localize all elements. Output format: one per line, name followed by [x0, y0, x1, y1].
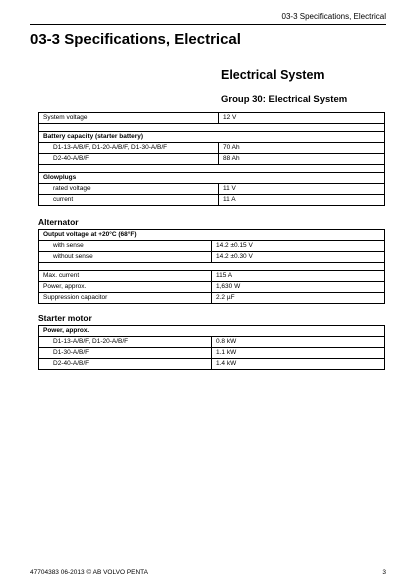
table-spacer [39, 165, 385, 173]
table-row [39, 348, 385, 359]
table-row [39, 184, 385, 195]
output-row-label: with sense [39, 241, 212, 252]
table-row [39, 230, 385, 241]
output-voltage-heading: Output voltage at +20°C (68°F) [39, 230, 385, 241]
glowplugs-row-value: 11 V [219, 184, 385, 195]
table-row [39, 252, 385, 263]
running-header: 03-3 Specifications, Electrical [281, 12, 386, 21]
electrical-system-block [38, 112, 385, 206]
starter-motor-block [38, 313, 385, 370]
alternator-row-label: Suppression capacitor [39, 293, 212, 304]
starter-row-label: D1-13-A/B/F, D1-20-A/B/F [39, 337, 212, 348]
table-spacer [39, 124, 385, 132]
table-row [39, 241, 385, 252]
header-rule [30, 24, 386, 25]
system-voltage-value: 12 V [219, 113, 385, 124]
table-row [39, 195, 385, 206]
starter-row-value: 0.8 kW [212, 337, 385, 348]
alternator-block [38, 217, 385, 304]
output-row-value: 14.2 ±0.30 V [212, 252, 385, 263]
table-row [39, 337, 385, 348]
table-row [39, 293, 385, 304]
alternator-row-label: Power, approx. [39, 282, 212, 293]
glowplugs-row-label: current [39, 195, 219, 206]
footer-document-id: 47704383 06-2013 © AB VOLVO PENTA [30, 569, 149, 576]
battery-heading: Battery capacity (starter battery) [39, 132, 385, 143]
output-row-value: 14.2 ±0.15 V [212, 241, 385, 252]
table-row [39, 326, 385, 337]
table-row [39, 132, 385, 143]
table-row [39, 271, 385, 282]
table-row [39, 173, 385, 184]
table-row [39, 113, 385, 124]
alternator-table [38, 229, 385, 304]
glowplugs-heading: Glowplugs [39, 173, 385, 184]
alternator-heading: Alternator [38, 217, 79, 227]
table-row [39, 143, 385, 154]
output-row-label: without sense [39, 252, 212, 263]
electrical-system-table [38, 112, 385, 206]
battery-row-label: D2-40-A/B/F [39, 154, 219, 165]
footer-page-number: 3 [382, 569, 386, 576]
battery-row-value: 70 Ah [219, 143, 385, 154]
table-spacer [39, 263, 385, 271]
starter-row-label: D1-30-A/B/F [39, 348, 212, 359]
alternator-row-label: Max. current [39, 271, 212, 282]
starter-motor-heading: Starter motor [38, 313, 92, 323]
table-row [39, 282, 385, 293]
alternator-row-value: 115 A [212, 271, 385, 282]
starter-row-value: 1.1 kW [212, 348, 385, 359]
table-row [39, 154, 385, 165]
glowplugs-row-value: 11 A [219, 195, 385, 206]
table-row [39, 359, 385, 370]
glowplugs-row-label: rated voltage [39, 184, 219, 195]
battery-row-value: 88 Ah [219, 154, 385, 165]
starter-power-heading: Power, approx. [39, 326, 385, 337]
alternator-row-value: 2.2 µF [212, 293, 385, 304]
page-title: 03-3 Specifications, Electrical [30, 31, 241, 48]
starter-row-value: 1.4 kW [212, 359, 385, 370]
alternator-row-value: 1,630 W [212, 282, 385, 293]
section-title: Electrical System [221, 68, 325, 82]
battery-row-label: D1-13-A/B/F, D1-20-A/B/F, D1-30-A/B/F [39, 143, 219, 154]
starter-motor-table [38, 325, 385, 370]
system-voltage-label: System voltage [39, 113, 219, 124]
starter-row-label: D2-40-A/B/F [39, 359, 212, 370]
group-title: Group 30: Electrical System [221, 94, 348, 105]
